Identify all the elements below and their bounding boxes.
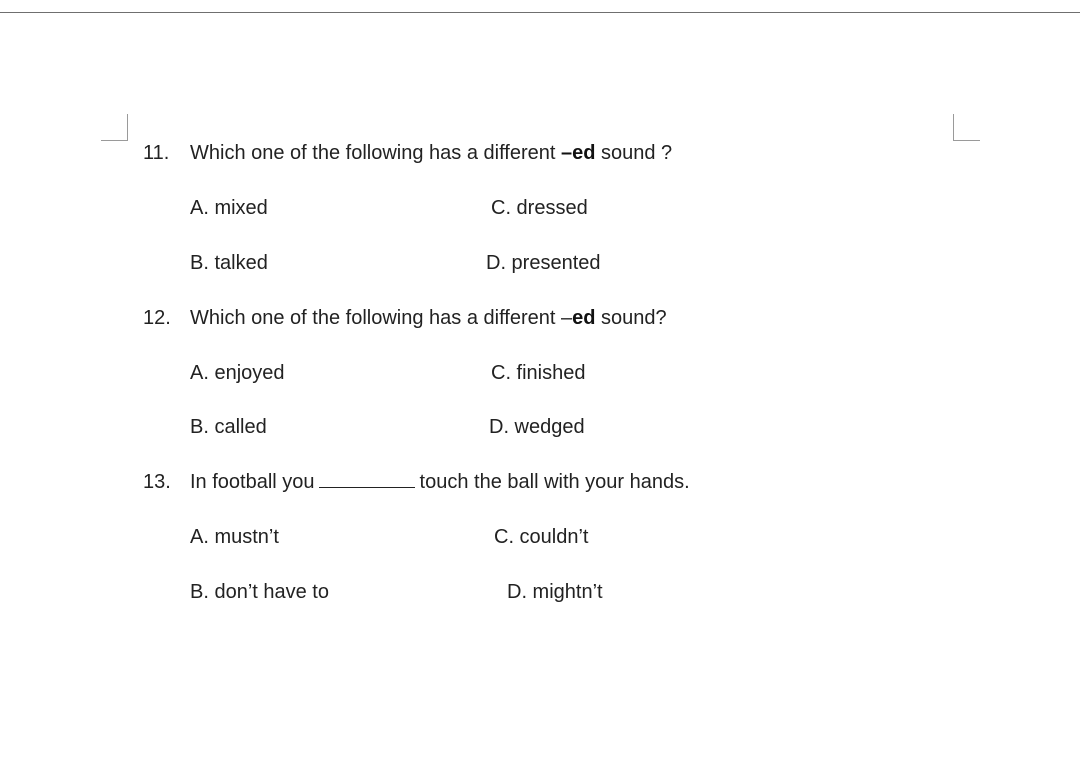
right-margin-corner-mark: [953, 114, 980, 141]
option-d: D. wedged: [489, 416, 585, 438]
option-c: C. dressed: [491, 197, 588, 219]
question-emphasis: –ed: [560, 142, 596, 164]
option-b: B. talked: [190, 252, 268, 274]
option-a: A. mustn’t: [190, 526, 279, 548]
option-c: C. finished: [491, 362, 586, 384]
question-number: 11.: [143, 142, 170, 164]
question-number: 12.: [143, 307, 171, 329]
question-text-before: Which one of the following has a different: [190, 142, 561, 164]
question-text: [190, 470, 690, 494]
option-b: B. don’t have to: [190, 581, 329, 603]
question-number: 13.: [143, 471, 171, 493]
option-c: C. couldn’t: [494, 526, 589, 548]
option-d: D. mightn’t: [507, 581, 603, 603]
page-top-border: [0, 12, 1080, 13]
question-text: [190, 306, 667, 330]
question-text-after: sound ?: [595, 142, 673, 164]
option-d: D. presented: [486, 252, 601, 274]
answer-blank: [319, 473, 415, 488]
option-a: A. enjoyed: [190, 362, 285, 384]
option-a: A. mixed: [190, 197, 268, 219]
question-text: [190, 141, 672, 165]
question-text-after: touch the ball with your hands.: [419, 471, 690, 493]
question-text-before: In football you: [190, 471, 315, 493]
left-margin-corner-mark: [101, 114, 128, 141]
option-b: B. called: [190, 416, 267, 438]
question-text-after: sound?: [595, 307, 667, 329]
question-text-before: Which one of the following has a different –: [190, 307, 573, 329]
question-emphasis: ed: [572, 307, 596, 329]
